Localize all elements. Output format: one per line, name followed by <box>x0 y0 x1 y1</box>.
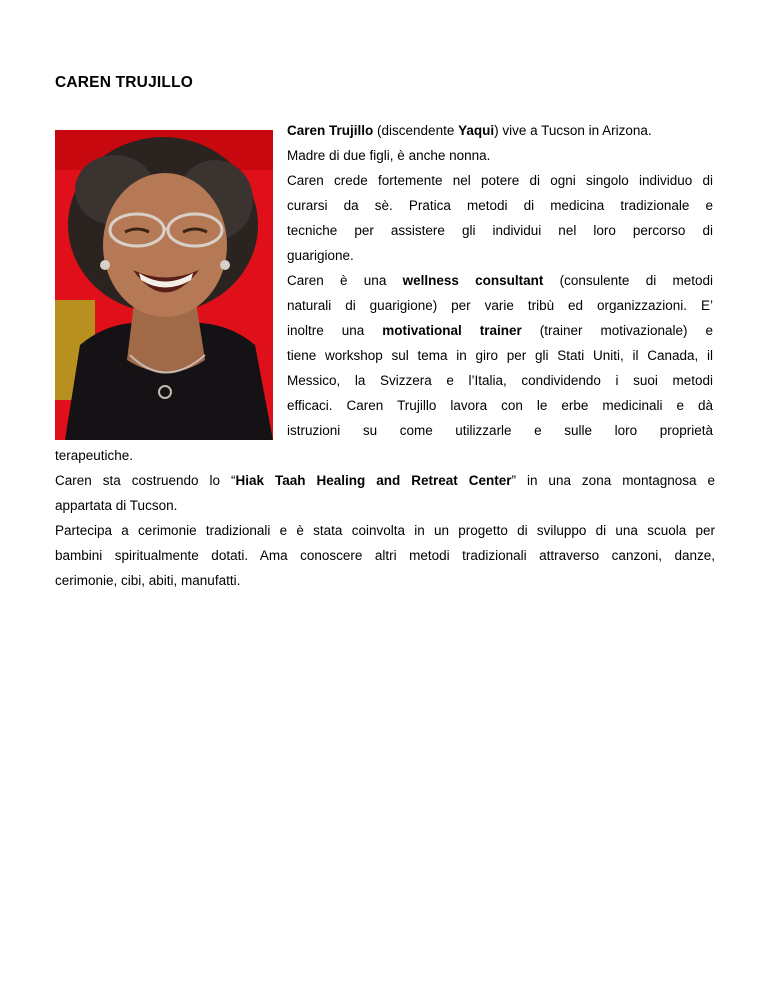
text-line <box>287 368 713 393</box>
text-line <box>287 418 713 443</box>
text-run: bambini spiritualmente dotati. Ama conoscere altri metodi tradizionali attraverso canzoni, danze, <box>55 548 715 563</box>
text-run: appartata di Tucson. <box>55 498 178 513</box>
portrait-photo <box>55 130 273 440</box>
text-line <box>287 293 713 318</box>
bold-text: Caren Trujillo <box>287 123 374 138</box>
text-run: efficaci. Caren Trujillo lavora con le erbe medicinali e dà <box>287 398 713 413</box>
text-run: Messico, la Svizzera e l’Italia, condividendo i suoi metodi <box>287 373 713 388</box>
text-line <box>55 543 715 568</box>
text-run: curarsi da sè. Pratica metodi di medicina tradizionale e <box>287 198 713 213</box>
intro-text-block <box>287 118 713 443</box>
text-line <box>55 518 715 543</box>
text-line <box>55 493 715 518</box>
bold-text: motivational trainer <box>382 323 522 338</box>
text-line <box>287 268 713 293</box>
text-run: Caren è una <box>287 273 403 288</box>
text-line <box>287 168 713 193</box>
text-line <box>55 443 715 468</box>
text-run: (trainer motivazionale) e <box>521 323 714 338</box>
text-run: (discendente <box>373 123 459 138</box>
text-run: istruzioni su come utilizzarle e sulle loro proprietà <box>287 423 713 438</box>
document-title: CAREN TRUJILLO <box>55 74 193 91</box>
text-run: terapeutiche. <box>55 448 134 463</box>
text-line <box>287 318 713 343</box>
bold-text: Yaqui <box>458 123 495 138</box>
text-run: cerimonie, cibi, abiti, manufatti. <box>55 573 241 588</box>
text-run: Caren sta costruendo lo “ <box>55 473 236 488</box>
text-run: guarigione. <box>287 248 354 263</box>
text-run: Partecipa a cerimonie tradizionali e è stata coinvolta in un progetto di sviluppo di una scuola per <box>55 523 715 538</box>
text-line <box>287 193 713 218</box>
text-run: tecniche per assistere gli individui nel loro percorso di <box>287 223 713 238</box>
body-text-block <box>55 443 715 593</box>
text-line <box>287 118 713 143</box>
text-line <box>287 218 713 243</box>
text-run: Caren crede fortemente nel potere di ogni singolo individuo di <box>287 173 713 188</box>
bold-text: Hiak Taah Healing and Retreat Center <box>235 473 512 488</box>
text-run: ” in una zona montagnosa e <box>511 473 715 488</box>
text-run: (consulente di metodi <box>543 273 713 288</box>
bold-text: wellness consultant <box>402 273 544 288</box>
text-run: inoltre una <box>287 323 383 338</box>
text-run: tiene workshop sul tema in giro per gli Stati Uniti, il Canada, il <box>287 348 713 363</box>
text-line <box>55 568 715 593</box>
text-line <box>287 243 713 268</box>
portrait-image <box>55 130 273 440</box>
text-line <box>55 468 715 493</box>
text-line <box>287 143 713 168</box>
text-run: naturali di guarigione) per varie tribù ed organizzazioni. E’ <box>287 298 713 313</box>
text-run: Madre di due figli, è anche nonna. <box>287 148 491 163</box>
text-line <box>287 393 713 418</box>
text-run: ) vive a Tucson in Arizona. <box>494 123 652 138</box>
text-line <box>287 343 713 368</box>
